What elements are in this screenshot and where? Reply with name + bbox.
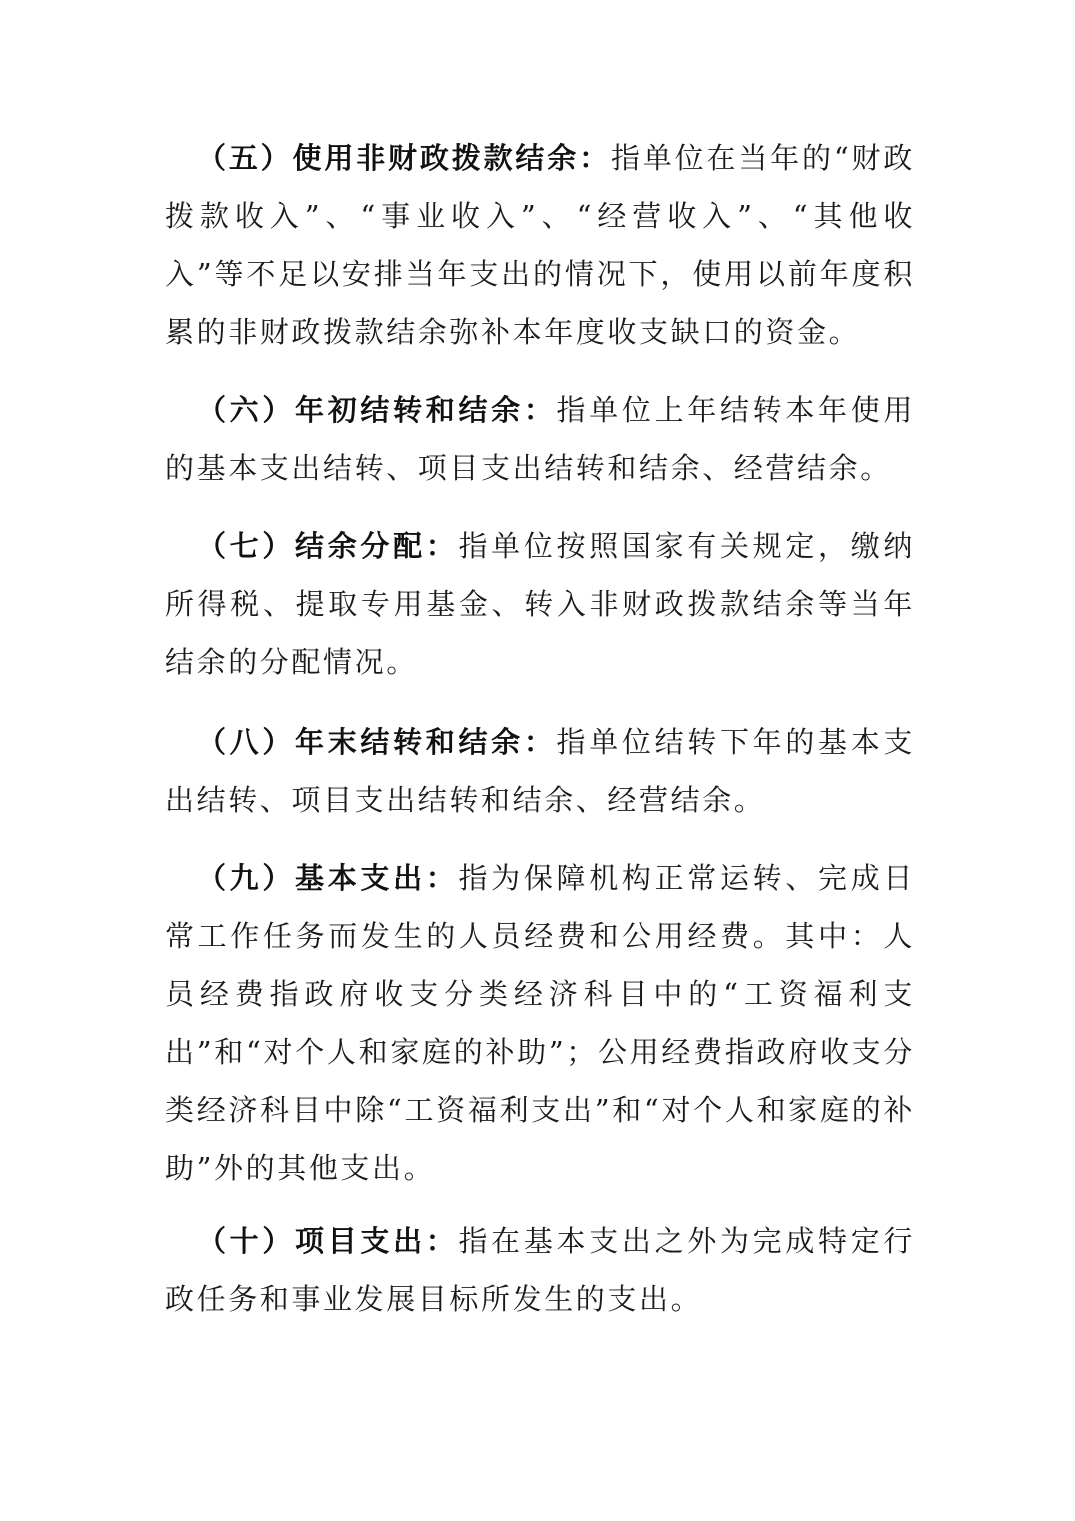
paragraph-unused-non-fiscal-balance <box>165 129 915 361</box>
paragraph-project-expenditure <box>165 1212 915 1328</box>
paragraph-term: （十）项目支出： <box>197 1224 459 1258</box>
paragraph-text: 指单位上年结转本年使用的基本支出结转、项目支出结转和结余、经营结余。 <box>165 393 915 485</box>
paragraph-surplus-distribution <box>165 517 915 691</box>
paragraph-term: （九）基本支出： <box>197 861 459 895</box>
paragraph-term: （六）年初结转和结余： <box>197 393 557 427</box>
paragraph-opening-carryover <box>165 381 915 497</box>
paragraph-text: 指单位结转下年的基本支出结转、项目支出结转和结余、经营结余。 <box>165 725 915 817</box>
paragraph-basic-expenditure <box>165 849 915 1197</box>
paragraph-text: 指在基本支出之外为完成特定行政任务和事业发展目标所发生的支出。 <box>165 1224 915 1316</box>
paragraph-closing-carryover <box>165 713 915 829</box>
paragraph-term: （八）年末结转和结余： <box>197 725 557 759</box>
paragraph-text: 指单位在当年的“财政拨款收入”、“事业收入”、“经营收入”、“其他收入”等不足以安排当年支出的情况下，使用以前年度积累的非财政拨款结余弥补本年度收支缺口的资金。 <box>165 141 915 349</box>
paragraph-term: （七）结余分配： <box>197 529 459 563</box>
paragraph-text: 指为保障机构正常运转、完成日常工作任务而发生的人员经费和公用经费。其中：人员经费指政府收支分类经济科目中的“工资福利支出”和“对个人和家庭的补助”；公用经费指政府收支分类经济科目中除“工资福利支出”和“对个人和家庭的补助”外的其他支出。 <box>165 861 915 1185</box>
paragraph-text: 指单位按照国家有关规定，缴纳所得税、提取专用基金、转入非财政拨款结余等当年结余的分配情况。 <box>165 529 915 679</box>
paragraph-term: （五）使用非财政拨款结余： <box>197 141 611 175</box>
